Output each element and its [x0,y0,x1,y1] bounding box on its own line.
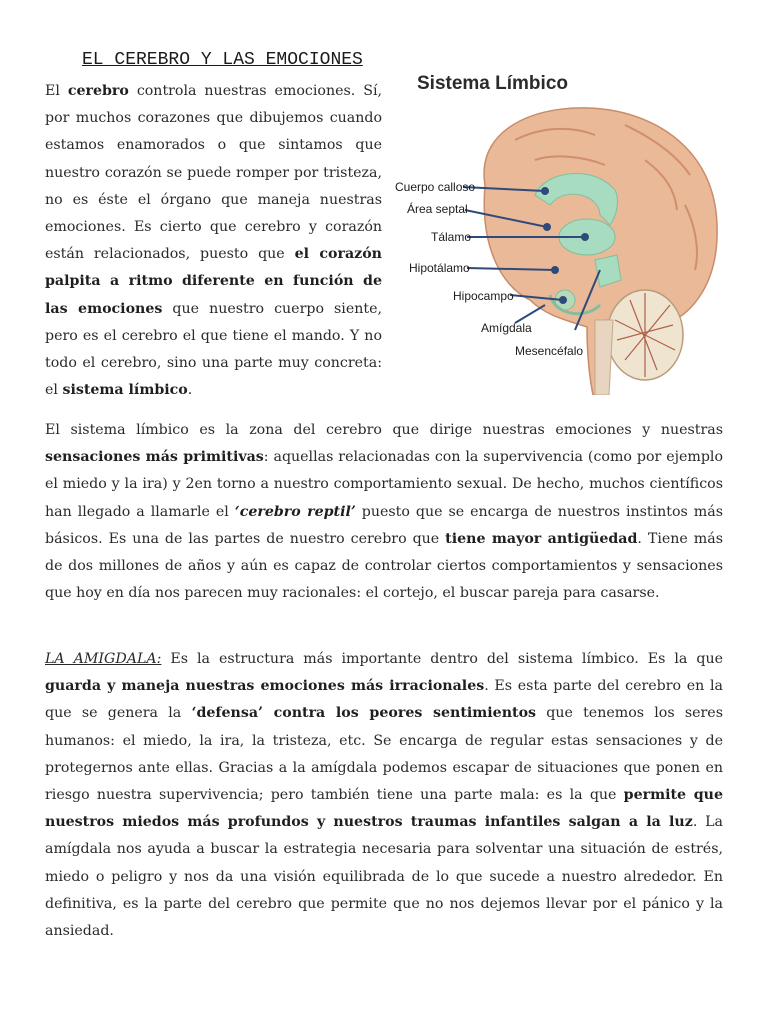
text: puesto que se encarga de nuestros instintos más básicos. Es una de las partes de nuestro cerebro que [45,503,723,547]
text: que tenemos los seres humanos: el miedo, la ira, la tristeza, etc. Se encarga de regular estas sensaciones y de protegernos ante ellas. Gracias a la amígdala podemos escapar de situaciones que ponen en riesgo nuestra supervivencia; pero también tiene una parte mala: es la que [45,705,723,804]
bold-italic-text: ‘cerebro reptil’ [234,503,356,520]
brain-diagram [395,65,725,395]
page-title: EL CEREBRO Y LAS EMOCIONES [82,50,363,70]
label-hipocampo: Hipocampo [453,289,514,303]
label-area-septal: Área septal [407,202,468,216]
bold-text: permite que nuestros miedos más profundos y nuestros traumas infantiles salgan a la luz [45,787,723,831]
label-cuerpo-calloso: Cuerpo calloso [395,180,476,194]
bold-text: cerebro [67,83,129,99]
label-hipotalamo: Hipotálamo [409,261,470,275]
text: : aquellas relacionadas con la supervivencia (como por ejemplo el miedo y la ira) y 2en torno a nuestro comportamiento sexual. De hecho, muchos científicos han llegado a llamarle el [45,449,724,520]
text: . La amígdala nos ayuda a buscar la estrategia necesaria para solventar una situación de estrés, miedo o peligro y nos da una visión equilibrada de lo que sucede a nuestro alrededor. En definitiva, es la parte del cerebro que permite que no nos dejemos llevar por el pánico y la ansiedad. [45,814,723,940]
label-talamo: Tálamo [431,230,472,244]
label-mesencefalo: Mesencéfalo [515,344,584,358]
bold-text: sensaciones más primitivas [45,449,264,466]
text: . [187,382,193,399]
text: Es la estructura más importante dentro del sistema límbico. Es la que [161,651,723,667]
text: El [45,83,68,99]
bold-text: ‘defensa’ contra los peores sentimientos [191,705,537,722]
amygdala-paragraph [45,646,723,945]
label-amigdala: Amígdala [481,321,532,335]
text: El sistema límbico es la zona del cerebro que dirige nuestras emociones y nuestras [45,422,723,438]
figure-title: Sistema Límbico [417,73,568,94]
bold-text: el corazón palpita a ritmo diferente en función de las emociones [45,246,382,317]
text: que nuestro cuerpo siente, pero es el cerebro el que tiene el mando. Y no todo el cerebro, sino una parte muy concreta: el [45,300,382,399]
intro-paragraph [45,78,382,404]
text: controla nuestras emociones. Sí, por muchos corazones que dibujemos cuando estamos enamorados o que sintamos que nuestro corazón se puede romper por tristeza, no es éste el órgano que maneja nuestras emociones. Es cierto que cerebro y corazón están relacionados, puesto que [45,83,382,263]
limbic-paragraph [45,417,723,607]
text: . Tiene más de dos millones de años y aún es capaz de controlar ciertos comportamientos y sensaciones que hoy en día nos parecen muy racionales: el cortejo, el buscar pareja para casarse. [45,530,723,602]
bold-text: sistema límbico [62,382,188,399]
text: . Es esta parte del cerebro en la que se genera la [45,678,723,722]
bold-text: tiene mayor antigüedad [445,530,638,547]
brainstem [595,320,613,395]
bold-text: guarda y maneja nuestras emociones más irracionales [45,678,485,695]
limbic-system-figure [395,65,725,395]
section-heading: LA AMIGDALA: [45,651,162,667]
